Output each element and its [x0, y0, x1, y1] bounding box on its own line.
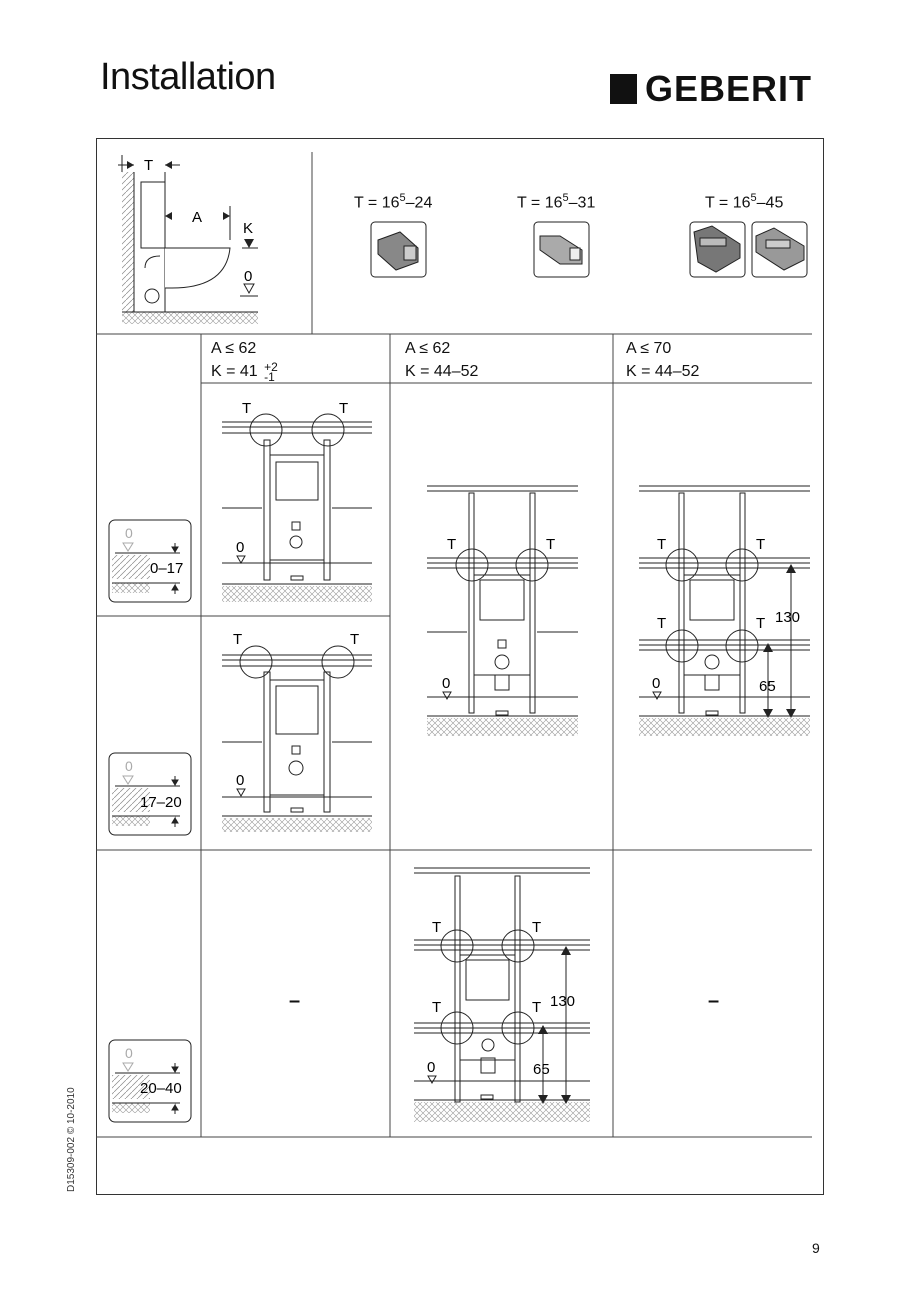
not-applicable-col3-row3: –	[708, 990, 720, 1012]
diagram-label-t: T	[756, 536, 766, 553]
diagram-label-t: T	[339, 400, 349, 417]
diagram-label-floor-range: 17–20	[140, 794, 182, 811]
diagram-label-t: T	[756, 615, 766, 632]
dim-k-label: K	[243, 220, 254, 237]
diagram-label-zero: 0	[125, 758, 133, 774]
frame-diagram-col1-row1	[222, 414, 372, 602]
dim-a-label: A	[192, 209, 203, 226]
not-applicable-col1-row3: –	[289, 990, 301, 1012]
diagram-label-dim-130: 130	[775, 609, 801, 626]
diagram-label-dim-65: 65	[759, 678, 776, 695]
diagram-label-zero: 0	[125, 1045, 133, 1061]
diagram-label-zero: 0	[442, 675, 451, 692]
diagram-label-zero: 0	[125, 525, 133, 541]
diagram-label-dim-130: 130	[550, 993, 576, 1010]
spacer-label-2: $T = 16^5-31$	[517, 192, 596, 212]
diagram-label-t: T	[447, 536, 457, 553]
diagram-label-zero: 0	[236, 772, 245, 789]
dim-t-label: T	[144, 157, 154, 174]
frame-diagram-col1-row2	[222, 646, 372, 832]
frame-diagram-col2-row1	[427, 486, 578, 736]
page-number: 9	[812, 1240, 820, 1256]
col-a-value: A ≤ 62	[405, 340, 451, 357]
diagram-label-dim-65: 65	[533, 1061, 550, 1078]
logo-text: GEBERIT	[645, 68, 813, 109]
diagram-label-t: T	[657, 536, 667, 553]
spacer-label-1: $T = 16^5-24$	[354, 192, 433, 212]
diagram-label-t: T	[532, 919, 542, 936]
zero-level-label: 0	[244, 268, 253, 285]
diagram-label-floor-range: 0–17	[150, 560, 184, 577]
diagram-label-t: T	[657, 615, 667, 632]
diagram-label-t: T	[532, 999, 542, 1016]
diagram-label-t: T	[432, 919, 442, 936]
diagram-label-zero: 0	[427, 1059, 436, 1076]
col-a-value: A ≤ 70	[626, 340, 672, 357]
spacer-label-3: $T = 16^5-45$	[705, 192, 784, 212]
col-k-value: K = 41 +2 -1	[211, 359, 278, 384]
diagram-label-zero: 0	[652, 675, 661, 692]
diagram-label-t: T	[350, 631, 360, 648]
col-k-value: K = 44–52	[405, 363, 479, 380]
col-a-value: A ≤ 62	[211, 340, 257, 357]
diagram-label-floor-range: 20–40	[140, 1080, 182, 1097]
page-title: Installation	[100, 56, 276, 98]
document-code: D15309-002 © 10-2010	[66, 1087, 77, 1192]
diagram-label-zero: 0	[236, 539, 245, 556]
diagram-label-t: T	[242, 400, 252, 417]
diagram-label-t: T	[432, 999, 442, 1016]
diagram-label-t: T	[233, 631, 243, 648]
diagram-label-t: T	[546, 536, 556, 553]
col-k-value: K = 44–52	[626, 363, 700, 380]
